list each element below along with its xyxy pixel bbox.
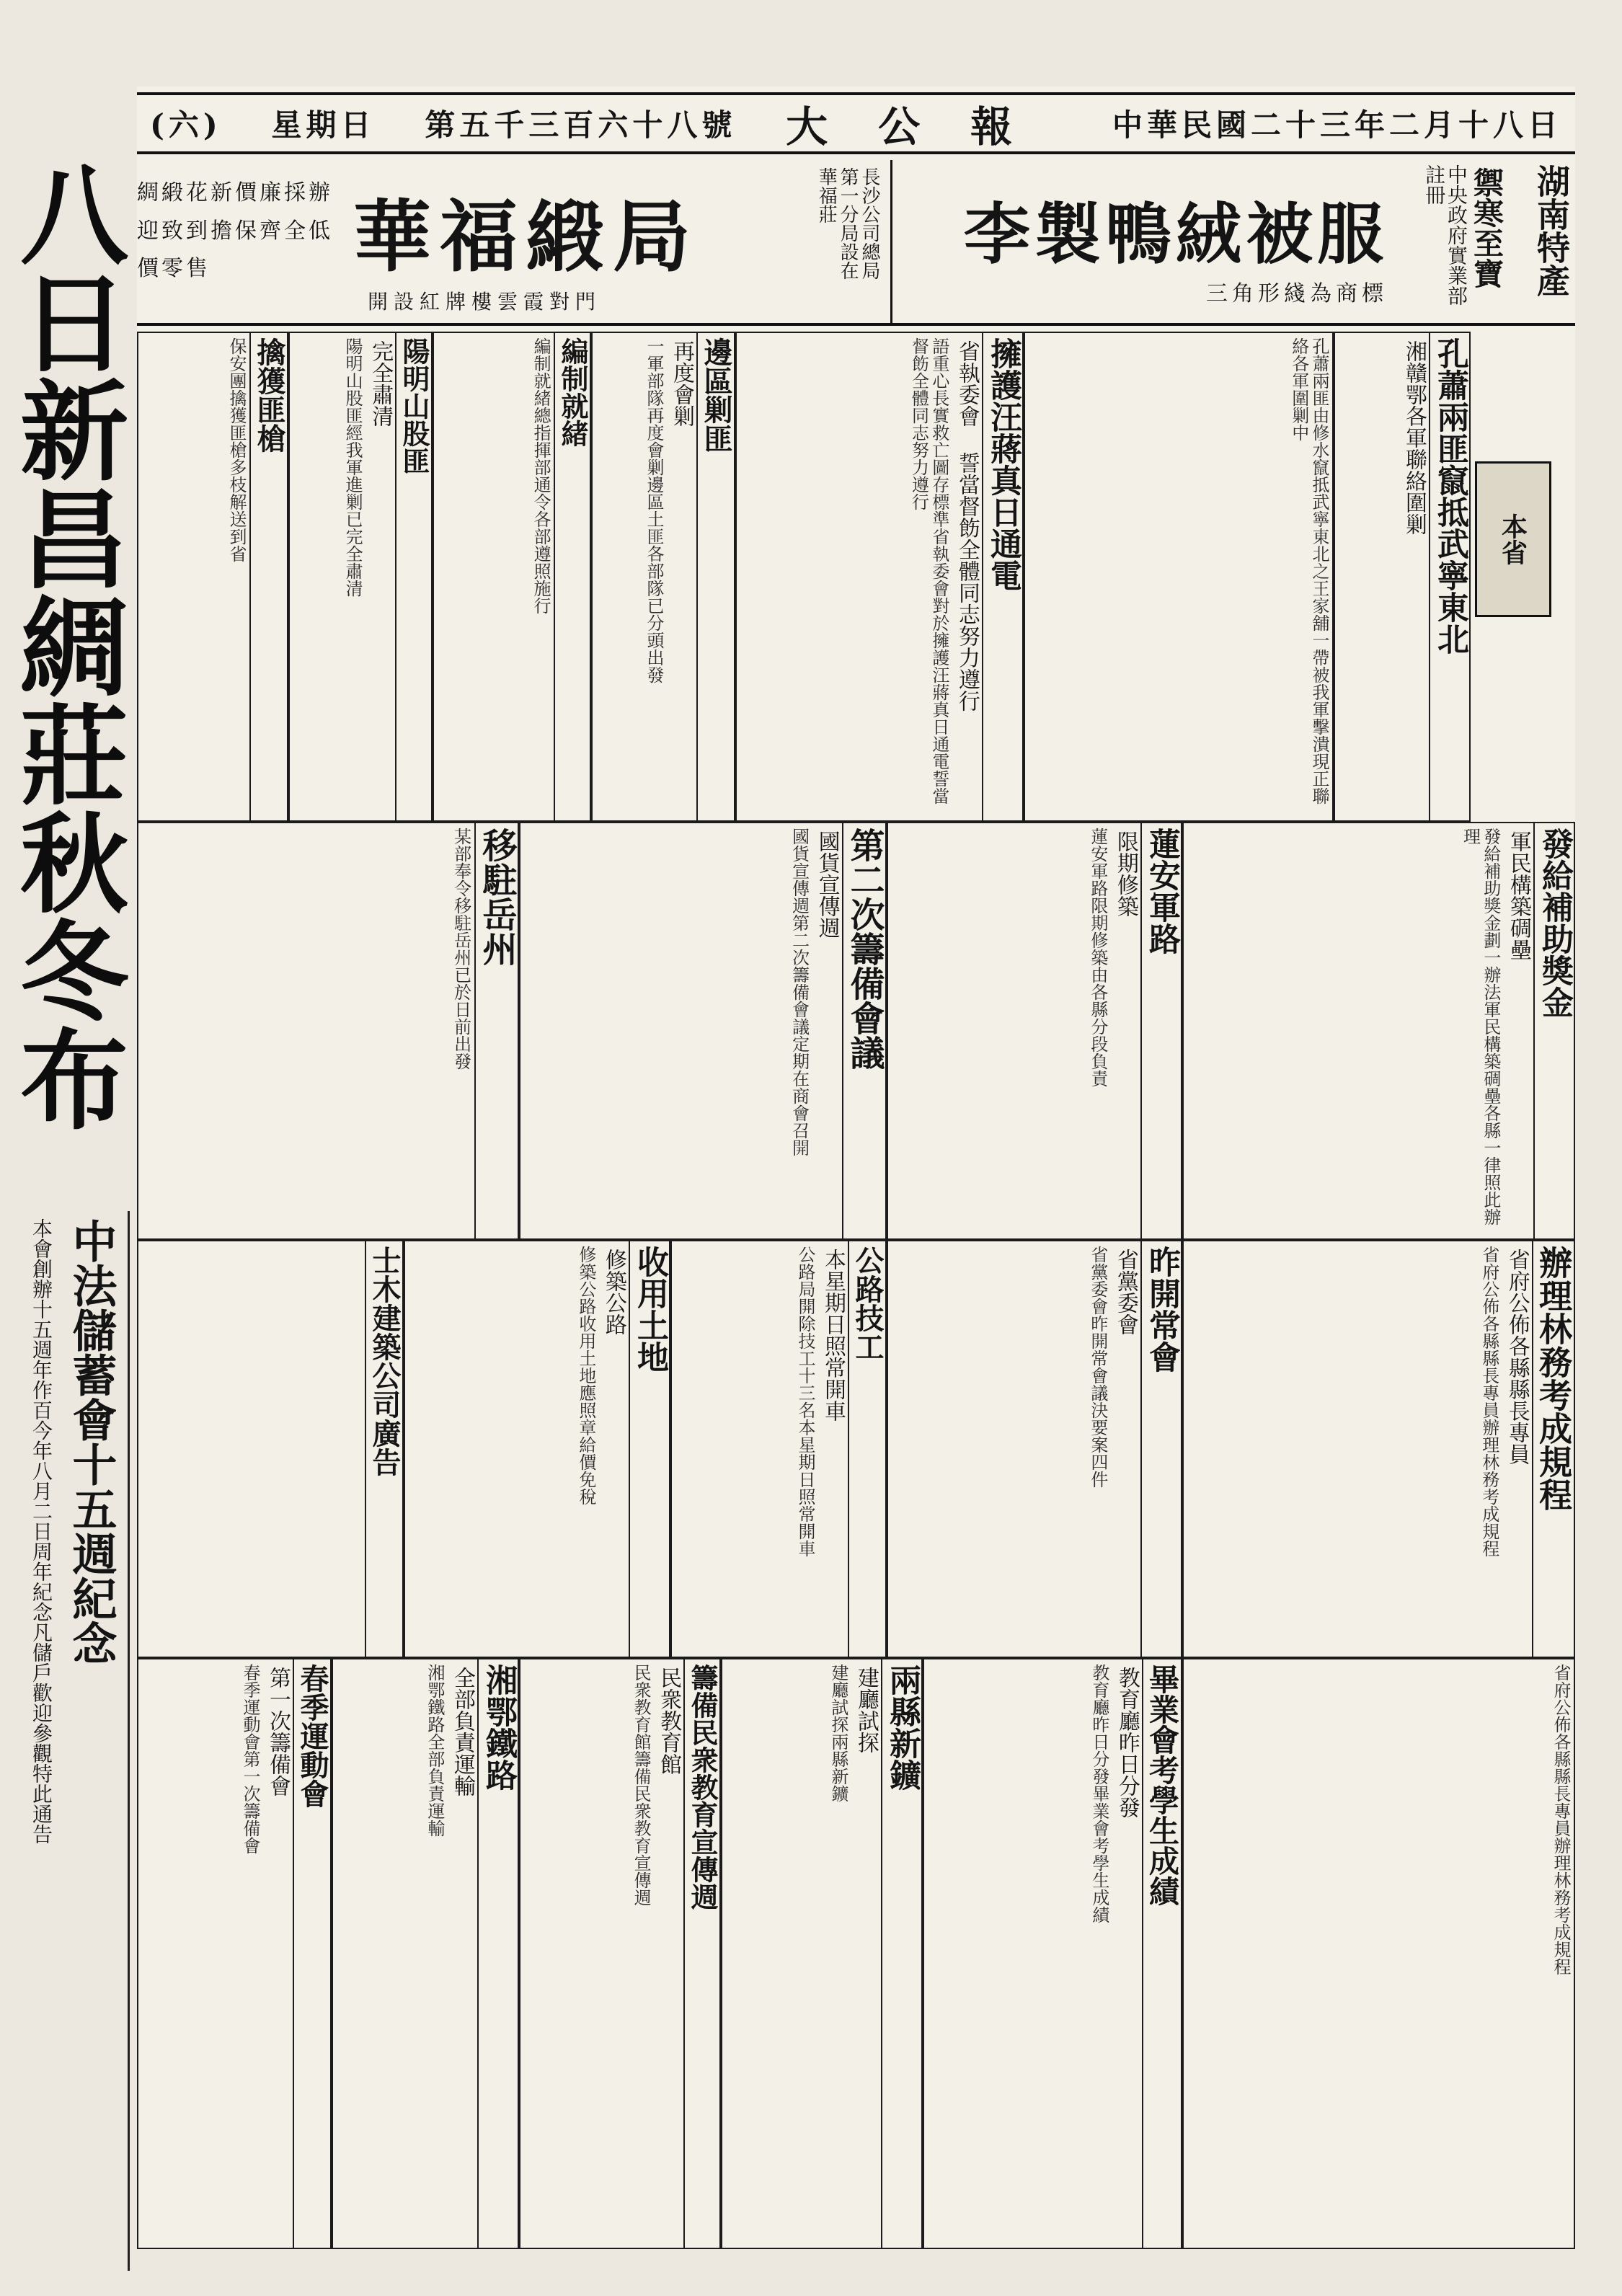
article-19-text: 春季運動會第一次籌備會 (240, 1664, 260, 1854)
article-15-text: 湘鄂鐵路全部負責運輸 (424, 1664, 445, 1837)
article-11 (1182, 1240, 1575, 1658)
article-3-text: 一軍部隊再度會剿邊區土匪各部隊已分頭出發 (644, 337, 664, 683)
article-16-sub: 建廳試探 (853, 1667, 879, 1753)
side-headline: 八日新昌綢莊秋冬布 (1, 159, 128, 1132)
article-12-text: 省黨委會昨開常會議決要案四件 (1087, 1246, 1108, 1488)
article-1 (1334, 332, 1471, 822)
article-11-sub: 省府公佈各縣縣長專員 (1504, 1249, 1530, 1465)
article-17-sub: 教育廳昨日分發 (1114, 1667, 1140, 1818)
article-14-text: 修築公路收用土地應照章給價免稅 (575, 1246, 596, 1505)
article-8-sub: 軍民構築碉壘 (1505, 830, 1531, 960)
article-4 (433, 332, 591, 822)
ad-left-slogan: 綢緞花新價廉採辦迎致到擔保齊全低價零售 (137, 180, 333, 281)
article-10-headline: 第二次籌備會議 (842, 823, 885, 1238)
article-4-headline: 編制就緒 (554, 333, 590, 820)
article-7 (137, 822, 519, 1240)
article-5-sub: 完全肅清 (368, 340, 394, 427)
article-15-headline: 湘鄂鐵路 (477, 1659, 518, 2248)
masthead (137, 92, 1575, 154)
article-11-headline: 辦理林務考成規程 (1532, 1241, 1574, 1657)
article-12-sub: 省黨委會 (1112, 1249, 1138, 1335)
article-15b (332, 1658, 519, 2249)
article-17 (923, 1658, 1182, 2249)
page-number: (六) (150, 107, 222, 143)
paper-name: 大公報 (786, 102, 1063, 151)
article-1-text: 孔蕭兩匪由修水竄抵武寧東北之王家舖一帶被我軍擊潰現正聯絡各軍圍剿中 (1288, 337, 1329, 805)
ad-left-branch: 長沙公司總局 第一分局設在 華福莊 (815, 167, 880, 280)
article-4-text: 編制就緒總指揮部通令各部遵照施行 (531, 337, 551, 614)
article-7-text: 某部奉令移駐岳州已於日前出發 (451, 828, 471, 1070)
article-13-headline: 公路技工 (848, 1241, 885, 1657)
builder-ad (137, 1240, 404, 1658)
builder-ad-title: 士木建築公司廣告 (365, 1241, 402, 1657)
ad-row (137, 160, 1575, 326)
article-19-sub: 第一次籌備會 (265, 1667, 291, 1796)
article-5 (288, 332, 433, 822)
article-6-headline: 擒獲匪槍 (249, 333, 287, 820)
article-18-sub: 民衆教育館 (656, 1667, 682, 1775)
side-advertisement (0, 1211, 130, 2271)
article-5-text: 陽明山股匪經我軍進剿已完全肅清 (342, 337, 363, 597)
weekday: 星期日 (271, 107, 376, 143)
article-18-headline: 籌備民衆教育宣傳週 (683, 1659, 719, 2248)
article-2-headline: 擁護汪蔣真日通電 (982, 333, 1022, 820)
ad-left-addr: 開設紅牌樓雲霞對門 (368, 290, 602, 314)
article-16 (721, 1658, 923, 2249)
article-11-text: 省府公佈各縣縣長專員辦理林務考成規程 (1479, 1246, 1499, 1557)
article-9 (887, 822, 1182, 1240)
article-12 (887, 1240, 1182, 1658)
article-1-sub: 湘贛鄂各軍聯絡圍剿 (1401, 340, 1427, 535)
article-3-sub: 再度會剿 (669, 340, 694, 427)
ad-silk-shop (137, 160, 887, 323)
ad-right-regist: 中央政府實業部註冊 (1422, 164, 1468, 306)
article-8 (1182, 822, 1575, 1240)
article-9-sub: 限期修築 (1112, 830, 1138, 917)
article-2-sub: 省執委會 誓當督飭全體同志努力遵行 (954, 340, 980, 712)
article-19-headline: 春季運動會 (293, 1659, 330, 2248)
article-10-text: 國貨宣傳週第二次籌備會議定期在商會召開 (789, 828, 810, 1156)
article-10-sub: 國貨宣傳週 (814, 830, 840, 939)
section-label: 本省 (1475, 461, 1551, 617)
article-8-text: 發給補助獎金劃一辦法軍民構築碉壘各縣一律照此辦理 (1460, 828, 1501, 1225)
article-10 (519, 822, 887, 1240)
issue-number: 第五千三百六十八號 (425, 107, 737, 143)
article-15-sub: 全部負責運輸 (449, 1667, 475, 1796)
article-7-headline: 移駐岳州 (474, 823, 518, 1238)
side-ad-body: 本會創辦十五週年作百今年八月二日周年紀念凡儲戶歡迎參觀特此通告 (30, 1218, 53, 1844)
article-18-text: 民衆教育館籌備民衆教育宣傳週 (631, 1664, 652, 1906)
article-16-text: 建廳試探兩縣新鑛 (828, 1664, 848, 1802)
article-2 (735, 332, 1024, 822)
article-11-cont: 省府公佈各縣縣長專員辦理林務考成規程 (1551, 1664, 1571, 1975)
article-14 (404, 1240, 670, 1658)
ad-right-tagline: 三角形綫為商標 (1206, 281, 1388, 306)
issue-date: 中華民國二十三年二月十八日 (1112, 107, 1562, 143)
article-14-sub: 修築公路 (601, 1249, 626, 1335)
article-6 (137, 332, 288, 822)
article-1b (1024, 332, 1334, 822)
ad-right-brand: 湖南特產 (1532, 164, 1571, 297)
side-strip-headline (0, 159, 130, 1211)
article-9-text: 蓮安軍路限期修築由各縣分段負責 (1087, 828, 1108, 1087)
article-16-headline: 兩縣新鑛 (881, 1659, 921, 2248)
article-2-text: 語重心長實救亡圖存標準省執委會對於擁護汪蔣真日通電誓當督飭全體同志努力遵行 (908, 337, 949, 805)
article-13-sub: 本星期日照常開車 (820, 1249, 846, 1422)
article-17-headline: 畢業會考學生成績 (1142, 1659, 1181, 2248)
article-17-text: 教育廳昨日分發畢業會考學生成績 (1089, 1664, 1109, 1923)
article-18 (519, 1658, 721, 2249)
article-5-headline: 陽明山股匪 (395, 333, 431, 820)
article-19 (137, 1658, 332, 2249)
ad-right-product: 李製鴨絨被服 (963, 195, 1388, 273)
article-8-headline: 發給補助獎金 (1533, 823, 1574, 1238)
side-ad-title: 中法儲蓄會十五週紀念 (65, 1218, 118, 1665)
article-13-text: 公路局開除技工十三名本星期日照常開車 (795, 1246, 815, 1557)
article-14-headline: 收用土地 (629, 1241, 669, 1657)
article-15 (1182, 1658, 1575, 2249)
article-9-headline: 蓮安軍路 (1140, 823, 1181, 1238)
article-1-headline: 孔蕭兩匪竄抵武寧東北 (1429, 333, 1469, 820)
article-6-text: 保安團擒獲匪槍多枝解送到省 (226, 337, 247, 562)
ad-duck-down (890, 160, 1575, 323)
article-12-headline: 昨開常會 (1140, 1241, 1181, 1657)
article-13 (670, 1240, 887, 1658)
ad-right-name: 禦寒至寶 (1469, 167, 1504, 288)
ad-left-shop: 華福緞局 (353, 192, 700, 283)
article-3-headline: 邊區剿匪 (696, 333, 734, 820)
article-3 (591, 332, 735, 822)
